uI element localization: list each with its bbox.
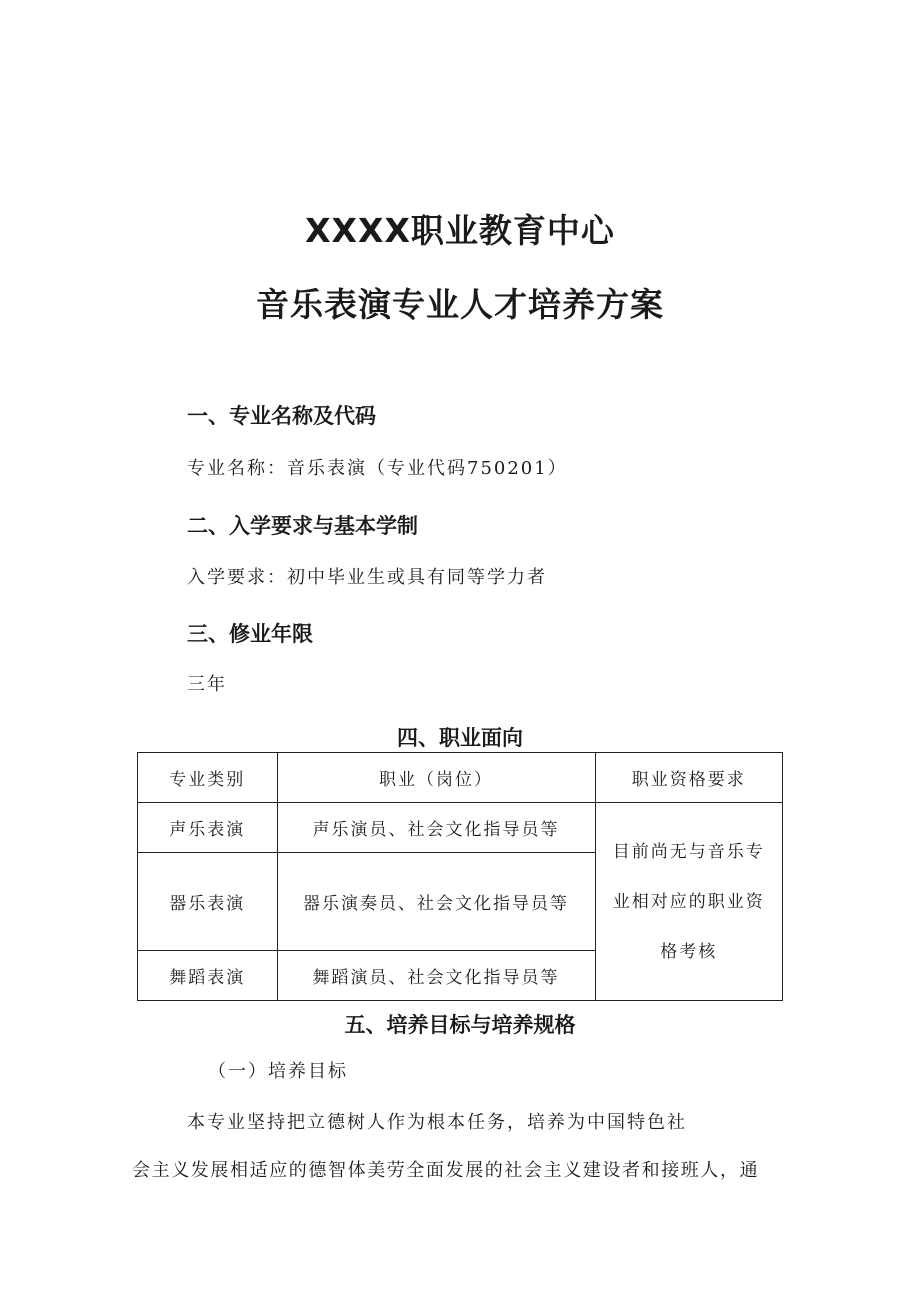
row-category: 舞蹈表演 (138, 951, 278, 1001)
row-job: 舞蹈演员、社会文化指导员等 (277, 951, 595, 1001)
section-3-heading: 三、修业年限 (187, 622, 313, 646)
table-header-row (138, 753, 783, 803)
document-subtitle: 音乐表演专业人才培养方案 (256, 285, 664, 324)
row-job: 器乐演奏员、社会文化指导员等 (277, 853, 595, 951)
row-category: 器乐表演 (138, 853, 278, 951)
section-5-paragraph-line-1: 本专业坚持把立德树人作为根本任务，培养为中国特色社 (187, 1112, 687, 1133)
career-table (137, 752, 783, 1001)
header-job: 职业（岗位） (277, 753, 595, 803)
table-row (138, 803, 783, 853)
row-category: 声乐表演 (138, 803, 278, 853)
document-title: XXXX职业教育中心 (305, 211, 615, 250)
section-1-heading: 一、专业名称及代码 (187, 404, 376, 428)
header-qualification: 职业资格要求 (595, 753, 782, 803)
section-4-heading: 四、职业面向 (397, 726, 523, 750)
qualification-cell (595, 803, 782, 1001)
section-2-heading: 二、入学要求与基本学制 (187, 514, 418, 538)
section-3-text: 三年 (187, 674, 227, 695)
section-5-paragraph-line-2: 会主义发展相适应的德智体美劳全面发展的社会主义建设者和接班人，通 (132, 1160, 760, 1181)
row-job: 声乐演员、社会文化指导员等 (277, 803, 595, 853)
header-category: 专业类别 (138, 753, 278, 803)
section-5-heading: 五、培养目标与培养规格 (344, 1013, 576, 1037)
qualification-text: 目前尚无与音乐专业相对应的职业资格考核 (612, 841, 765, 962)
section-2-text: 入学要求：初中毕业生或具有同等学力者 (187, 567, 547, 588)
section-1-text: 专业名称：音乐表演（专业代码750201） (187, 458, 568, 479)
section-5-subheading: （一）培养目标 (208, 1061, 348, 1082)
